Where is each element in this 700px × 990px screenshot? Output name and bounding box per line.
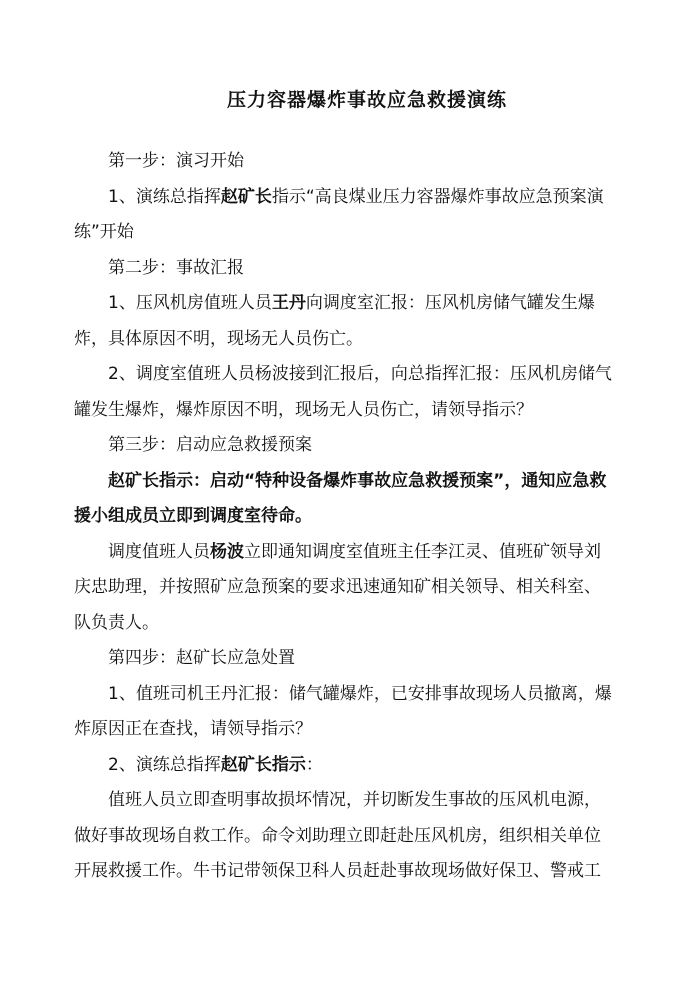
bold-name: 赵矿长指示 xyxy=(220,754,306,775)
text-span: 调度值班人员 xyxy=(108,541,210,562)
text-span: 指示“高良煤业压力容器爆炸事故应急预案演练”开始 xyxy=(74,186,604,242)
step3-heading: 第三步：启动应急救援预案 xyxy=(108,435,312,455)
step4-paragraph-3: 值班人员立即查明事故损坏情况，并切断发生事故的压风机电源，做好事故现场自救工作。命令刘助理立即赶赴压风机房，组织相关单位开展救援工作。牛书记带领保卫科人员赶赴事故现场做好保卫、警戒工 xyxy=(74,790,601,881)
step4-heading: 第四步：赵矿长应急处置 xyxy=(108,648,295,668)
text-span: 向调度室汇报：压风机房储气罐发生爆炸，具体原因不明，现场无人员伤亡。 xyxy=(74,293,595,349)
step3-bold-paragraph: 赵矿长指示：启动“特种设备爆炸事故应急救援预案”，通知应急救援小组成员立即到调度室待命。 xyxy=(74,470,607,526)
text-span: 立即通知调度室值班主任李江灵、值班矿领导刘庆忠助理，并按照矿应急预案的要求迅速通知矿相关领导、相关科室、队负责人。 xyxy=(74,541,601,633)
text-span: ： xyxy=(305,754,323,775)
text-span: 2、演练总指挥 xyxy=(108,754,221,775)
bold-name: 王丹 xyxy=(271,293,306,313)
document-title: 压力容器爆炸事故应急救援演练 xyxy=(226,89,507,111)
step2-paragraph-1 xyxy=(74,286,616,357)
step4-paragraph-2 xyxy=(74,748,616,784)
step1-heading: 第一步：演习开始 xyxy=(108,151,244,171)
text-span: 1、演练总指挥 xyxy=(108,186,221,207)
bold-name: 杨波 xyxy=(210,541,244,562)
step1-paragraph-1 xyxy=(74,180,616,251)
step4-paragraph-1: 1、值班司机王丹汇报：储气罐爆炸，已安排事故现场人员撤离，爆炸原因正在查找，请领导指示？ xyxy=(74,683,612,739)
text-span: 1、压风机房值班人员 xyxy=(108,293,272,313)
step2-heading: 第二步：事故汇报 xyxy=(108,257,244,278)
bold-name: 赵矿长 xyxy=(220,186,272,207)
step3-paragraph xyxy=(74,535,616,642)
step2-paragraph-2: 2、调度室值班人员杨波接到汇报后，向总指挥汇报：压风机房储气罐发生爆炸，爆炸原因不明，现场无人员伤亡，请领导指示？ xyxy=(74,364,612,420)
